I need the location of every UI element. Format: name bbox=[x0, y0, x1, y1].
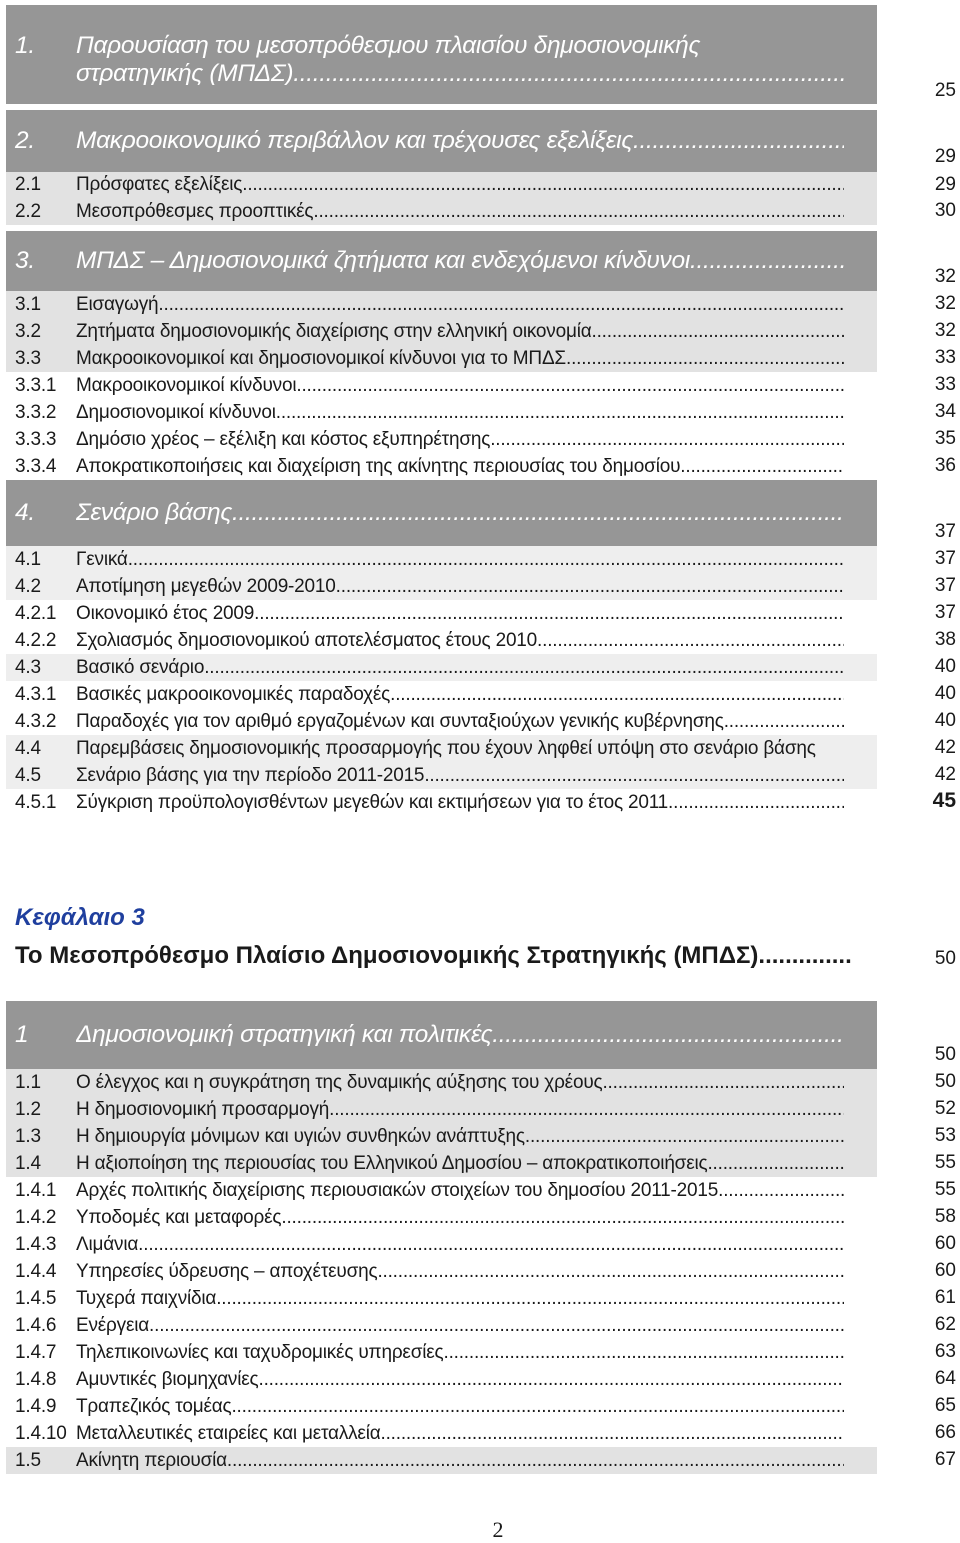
toc-title: Τραπεζικός τομέας bbox=[76, 1395, 232, 1417]
toc-number: 1.4.4 bbox=[15, 1260, 57, 1282]
toc-number: 1.2 bbox=[15, 1098, 41, 1120]
toc-title: Αποκρατικοποιήσεις και διαχείριση της ακίνητης περιουσίας του δημοσίου bbox=[76, 455, 681, 477]
toc-number: 4.2.2 bbox=[15, 629, 57, 651]
toc-title: Παρεμβάσεις δημοσιονομικής προσαρμογής που έχουν ληφθεί υπόψη στο σενάριο βάσης bbox=[76, 737, 816, 759]
toc-entry-4-5[interactable] bbox=[6, 762, 877, 789]
toc2-entry-1-4-6[interactable] bbox=[6, 1312, 877, 1339]
toc-number: 1.4.5 bbox=[15, 1287, 57, 1309]
toc-title: Πρόσφατες εξελίξεις bbox=[76, 174, 243, 195]
page-number: 64 bbox=[934, 1368, 956, 1389]
toc-number: 2.2 bbox=[15, 200, 41, 222]
leader-dots bbox=[707, 1153, 844, 1175]
toc-entry-3-3[interactable] bbox=[6, 345, 877, 372]
toc-number: 1.4 bbox=[15, 1152, 41, 1174]
toc-entry-3-3-3[interactable] bbox=[6, 426, 877, 453]
page-number: 33 bbox=[934, 374, 956, 395]
leader-dots bbox=[424, 765, 844, 787]
toc-number: 1.4.10 bbox=[15, 1422, 67, 1444]
toc-number: 4.1 bbox=[15, 548, 41, 570]
toc-number: 3.3.2 bbox=[15, 401, 57, 423]
page-number: 32 bbox=[934, 293, 956, 314]
leader-dots bbox=[490, 429, 844, 451]
toc-title: Η δημιουργία μόνιμων και υγιών συνθηκών ανάπτυξης bbox=[76, 1125, 525, 1147]
page-number: 42 bbox=[934, 764, 956, 785]
leader-dots bbox=[724, 711, 844, 733]
page-number: 36 bbox=[934, 455, 956, 476]
toc2-entry-1-4-5[interactable] bbox=[6, 1285, 877, 1312]
leader-dots bbox=[592, 321, 844, 343]
toc-title: Βασικό σενάριο bbox=[76, 656, 205, 678]
toc-number: 1.4.9 bbox=[15, 1395, 57, 1417]
toc-title: Αμυντικές βιομηχανίες bbox=[76, 1368, 259, 1390]
leader-dots bbox=[668, 792, 844, 814]
page-number: 25 bbox=[934, 80, 956, 101]
toc-entry-3-1[interactable] bbox=[6, 291, 877, 318]
toc-number: 4.4 bbox=[15, 737, 41, 759]
toc-entry-4-4[interactable] bbox=[6, 735, 877, 762]
leader-dots bbox=[680, 456, 844, 478]
leader-dots bbox=[602, 1072, 844, 1094]
toc-number: 1.4.8 bbox=[15, 1368, 57, 1390]
toc2-entry-1-4-3[interactable] bbox=[6, 1231, 877, 1258]
toc-number: 1.5 bbox=[15, 1449, 41, 1471]
toc-title: Η αξιοποίηση της περιουσίας του Ελληνικού Δημοσίου – αποκρατικοποιήσεις bbox=[76, 1152, 708, 1174]
toc2-entry-1-4-8[interactable] bbox=[6, 1366, 877, 1393]
toc-title: Υποδομές και μεταφορές bbox=[76, 1206, 282, 1228]
toc-title: Τυχερά παιχνίδια bbox=[76, 1287, 217, 1309]
leader-dots bbox=[633, 130, 844, 152]
toc-number: 1.3 bbox=[15, 1125, 41, 1147]
leader-dots bbox=[216, 1288, 844, 1310]
leader-dots bbox=[329, 1099, 844, 1121]
toc-number: 4.5 bbox=[15, 764, 41, 786]
toc-entry-2[interactable] bbox=[6, 110, 877, 172]
toc2-entry-1-2[interactable] bbox=[6, 1096, 877, 1123]
toc-title: Σενάριο βάσης bbox=[76, 502, 232, 524]
page-number: 40 bbox=[934, 683, 956, 704]
toc-entry-4-3-1[interactable] bbox=[6, 681, 877, 708]
leader-dots bbox=[242, 174, 844, 196]
page-number: 29 bbox=[934, 174, 956, 195]
toc2-entry-1-4-4[interactable] bbox=[6, 1258, 877, 1285]
leader-dots bbox=[232, 502, 844, 524]
page-number: 53 bbox=[934, 1125, 956, 1146]
toc2-entry-1-4-9[interactable] bbox=[6, 1393, 877, 1420]
toc-number: 4.2 bbox=[15, 575, 41, 597]
toc-number: 4.2.1 bbox=[15, 602, 57, 624]
leader-dots bbox=[537, 630, 844, 652]
page-number: 29 bbox=[934, 146, 956, 167]
toc-title: Υπηρεσίες ύδρευσης – αποχέτευσης bbox=[76, 1260, 378, 1282]
toc2-entry-1-5[interactable] bbox=[6, 1447, 877, 1474]
page-number: 62 bbox=[934, 1314, 956, 1335]
toc-entry-1[interactable] bbox=[6, 5, 877, 104]
toc-number: 1 bbox=[15, 1021, 29, 1048]
toc-number: 3.2 bbox=[15, 320, 41, 342]
toc-entry-3-3-2[interactable] bbox=[6, 399, 877, 426]
toc-title: Μακροοικονομικοί κίνδυνοι bbox=[76, 374, 297, 396]
leader-dots bbox=[138, 1234, 844, 1256]
toc-number: 1.4.3 bbox=[15, 1233, 57, 1255]
page-number: 35 bbox=[934, 428, 956, 449]
toc-entry-4-5-1[interactable] bbox=[6, 789, 877, 816]
toc-number: 3.3.4 bbox=[15, 455, 57, 477]
toc-number: 1.4.2 bbox=[15, 1206, 57, 1228]
toc-number: 1.1 bbox=[15, 1071, 41, 1093]
toc-entry-4[interactable] bbox=[6, 480, 877, 546]
leader-dots bbox=[227, 1450, 844, 1472]
toc2-entry-1-4-10[interactable] bbox=[6, 1420, 877, 1447]
toc-title: Η δημοσιονομική προσαρμογή bbox=[76, 1098, 330, 1120]
page-number: 38 bbox=[934, 629, 956, 650]
leader-dots bbox=[390, 684, 844, 706]
leader-dots bbox=[281, 1207, 844, 1229]
toc-title: Αποτίμηση μεγεθών 2009-2010 bbox=[76, 575, 336, 597]
page-number: 33 bbox=[934, 347, 956, 368]
page-number: 37 bbox=[934, 602, 956, 623]
toc2-entry-1-4-7[interactable] bbox=[6, 1339, 877, 1366]
toc-number: 3. bbox=[15, 247, 35, 274]
toc-title: Τηλεπικοινωνίες και ταχυδρομικές υπηρεσίες bbox=[76, 1341, 444, 1363]
page-number: 60 bbox=[934, 1260, 956, 1281]
toc-title: Σενάριο βάσης για την περίοδο 2011-2015 bbox=[76, 764, 425, 786]
toc-title: Ο έλεγχος και η συγκράτηση της δυναμικής αύξησης του χρέους bbox=[76, 1071, 603, 1093]
page-number: 37 bbox=[934, 521, 956, 542]
toc-number: 3.1 bbox=[15, 293, 41, 315]
page-number: 34 bbox=[934, 401, 956, 422]
leader-dots bbox=[377, 1261, 844, 1283]
toc-number: 3.3.1 bbox=[15, 374, 57, 396]
toc-entry-4-3-2[interactable] bbox=[6, 708, 877, 735]
toc-title: Εισαγωγή bbox=[76, 293, 159, 315]
toc-title-cont: στρατηγικής (ΜΠΔΣ) bbox=[76, 63, 294, 85]
leader-dots bbox=[254, 603, 844, 625]
toc-entry-4-2-1[interactable] bbox=[6, 600, 877, 627]
page-number: 50 bbox=[934, 1071, 956, 1092]
toc-entry-3-2[interactable] bbox=[6, 318, 877, 345]
toc-title: Σύγκριση προϋπολογισθέντων μεγεθών και εκτιμήσεων για το έτος 2011 bbox=[76, 791, 669, 813]
toc-number: 1.4.7 bbox=[15, 1341, 57, 1363]
leader-dots bbox=[296, 375, 844, 397]
page-number: 37 bbox=[934, 575, 956, 596]
toc-title: Αρχές πολιτικής διαχείρισης περιουσιακών στοιχείων του δημοσίου 2011-2015 bbox=[76, 1179, 719, 1201]
page-number: 37 bbox=[934, 548, 956, 569]
toc-number: 2.1 bbox=[15, 174, 41, 195]
toc-title: Ακίνητη περιουσία bbox=[76, 1449, 227, 1471]
page-number: 45 bbox=[932, 789, 956, 812]
toc-number: 1.4.1 bbox=[15, 1179, 57, 1201]
leader-dots bbox=[690, 250, 844, 272]
page-number: 40 bbox=[934, 656, 956, 677]
page-number: 32 bbox=[934, 266, 956, 287]
page-number: 50 bbox=[934, 1044, 956, 1065]
toc-title: Ζητήματα δημοσιονομικής διαχείρισης στην ελληνική οικονομία bbox=[76, 320, 592, 342]
toc-number: 4.5.1 bbox=[15, 791, 57, 813]
page-number: 65 bbox=[934, 1395, 956, 1416]
toc-title: Δημοσιονομική στρατηγική και πολιτικές bbox=[76, 1024, 493, 1046]
leader-dots bbox=[525, 1126, 844, 1148]
page-number: 32 bbox=[934, 320, 956, 341]
toc-number: 2. bbox=[15, 127, 35, 154]
toc-entry-3-3-4[interactable] bbox=[6, 453, 877, 480]
toc-number: 1. bbox=[15, 32, 35, 59]
page-number: 61 bbox=[934, 1287, 956, 1308]
toc-title: Μεταλλευτικές εταιρείες και μεταλλεία bbox=[76, 1422, 381, 1444]
toc-number: 3.3.3 bbox=[15, 428, 57, 450]
toc-title: Δημοσιονομικοί κίνδυνοι bbox=[76, 401, 276, 423]
toc-number: 4.3.1 bbox=[15, 683, 57, 705]
toc2-entry-1-4-2[interactable] bbox=[6, 1204, 877, 1231]
toc-entry-3-3-1[interactable] bbox=[6, 372, 877, 399]
leader-dots bbox=[492, 1024, 844, 1046]
toc-number: 4.3 bbox=[15, 656, 41, 678]
leader-dots bbox=[443, 1342, 844, 1364]
leader-dots bbox=[128, 549, 844, 571]
toc-number: 4. bbox=[15, 499, 35, 526]
toc-entry-3[interactable] bbox=[6, 231, 877, 291]
page-number: 30 bbox=[934, 200, 956, 221]
page-number: 40 bbox=[934, 710, 956, 731]
leader-dots bbox=[758, 942, 851, 970]
page-number: 60 bbox=[934, 1233, 956, 1254]
toc-title: Λιμάνια bbox=[76, 1233, 139, 1255]
chapter-title-row[interactable] bbox=[15, 942, 851, 970]
toc-title: Βασικές μακροοικονομικές παραδοχές bbox=[76, 683, 391, 705]
page-number: 55 bbox=[934, 1179, 956, 1200]
leader-dots bbox=[336, 576, 844, 598]
leader-dots bbox=[276, 402, 844, 424]
toc-title: Δημόσιο χρέος – εξέλιξη και κόστος εξυπηρέτησης bbox=[76, 428, 491, 450]
toc-entry-2-1[interactable] bbox=[6, 172, 877, 198]
chapter-label: Κεφάλαιο 3 bbox=[15, 904, 145, 931]
page-number: 52 bbox=[934, 1098, 956, 1119]
page-number: 42 bbox=[934, 737, 956, 758]
chapter-page-number: 50 bbox=[934, 948, 956, 969]
leader-dots bbox=[313, 201, 844, 223]
toc-entry-4-3[interactable] bbox=[6, 654, 877, 681]
leader-dots bbox=[718, 1180, 844, 1202]
toc-number: 1.4.6 bbox=[15, 1314, 57, 1336]
toc-title: Παραδοχές για τον αριθμό εργαζομένων και συνταξιούχων γενικής κυβέρνησης bbox=[76, 710, 724, 732]
leader-dots bbox=[149, 1315, 844, 1337]
toc-entry-2-2[interactable] bbox=[6, 198, 877, 225]
toc-entry-4-1[interactable] bbox=[6, 546, 877, 573]
toc-title: Παρουσίαση του μεσοπρόθεσμου πλαισίου δημοσιονομικής bbox=[76, 32, 701, 59]
toc-entry-4-2[interactable] bbox=[6, 573, 877, 600]
leader-dots bbox=[293, 63, 844, 85]
toc2-entry-1-3[interactable] bbox=[6, 1123, 877, 1150]
toc-title: Μακροοικονομικό περιβάλλον και τρέχουσες εξελίξεις bbox=[76, 130, 633, 152]
leader-dots bbox=[258, 1369, 844, 1391]
toc-number: 4.3.2 bbox=[15, 710, 57, 732]
toc-entry-4-2-2[interactable] bbox=[6, 627, 877, 654]
toc-title: Μακροοικονομικοί και δημοσιονομικοί κίνδυνοι για το ΜΠΔΣ bbox=[76, 347, 566, 369]
leader-dots bbox=[158, 294, 844, 316]
toc-title: Οικονομικό έτος 2009 bbox=[76, 602, 255, 624]
toc-title: Μεσοπρόθεσμες προοπτικές bbox=[76, 200, 314, 222]
page-number: 67 bbox=[934, 1449, 956, 1470]
toc2-entry-1-1[interactable] bbox=[6, 1069, 877, 1096]
toc2-entry-1-4[interactable] bbox=[6, 1150, 877, 1177]
toc-number: 3.3 bbox=[15, 347, 41, 369]
leader-dots bbox=[204, 657, 844, 679]
chapter-title: Το Μεσοπρόθεσμο Πλαίσιο Δημοσιονομικής Στρατηγικής (ΜΠΔΣ) bbox=[15, 942, 759, 969]
toc2-entry-1[interactable] bbox=[6, 1001, 877, 1069]
footer-page-number: 2 bbox=[492, 1517, 504, 1542]
leader-dots bbox=[381, 1423, 845, 1445]
leader-dots bbox=[231, 1396, 844, 1418]
page-number: 63 bbox=[934, 1341, 956, 1362]
page-number: 55 bbox=[934, 1152, 956, 1173]
toc-title: ΜΠΔΣ – Δημοσιονομικά ζητήματα και ενδεχόμενοι κίνδυνοι bbox=[76, 250, 690, 272]
toc-title: Σχολιασμός δημοσιονομικού αποτελέσματος έτους 2010 bbox=[76, 629, 538, 651]
page-number: 66 bbox=[934, 1422, 956, 1443]
page-number: 58 bbox=[934, 1206, 956, 1227]
toc2-entry-1-4-1[interactable] bbox=[6, 1177, 877, 1204]
leader-dots bbox=[566, 348, 844, 370]
toc-title: Γενικά bbox=[76, 548, 128, 570]
toc-title: Ενέργεια bbox=[76, 1314, 150, 1336]
